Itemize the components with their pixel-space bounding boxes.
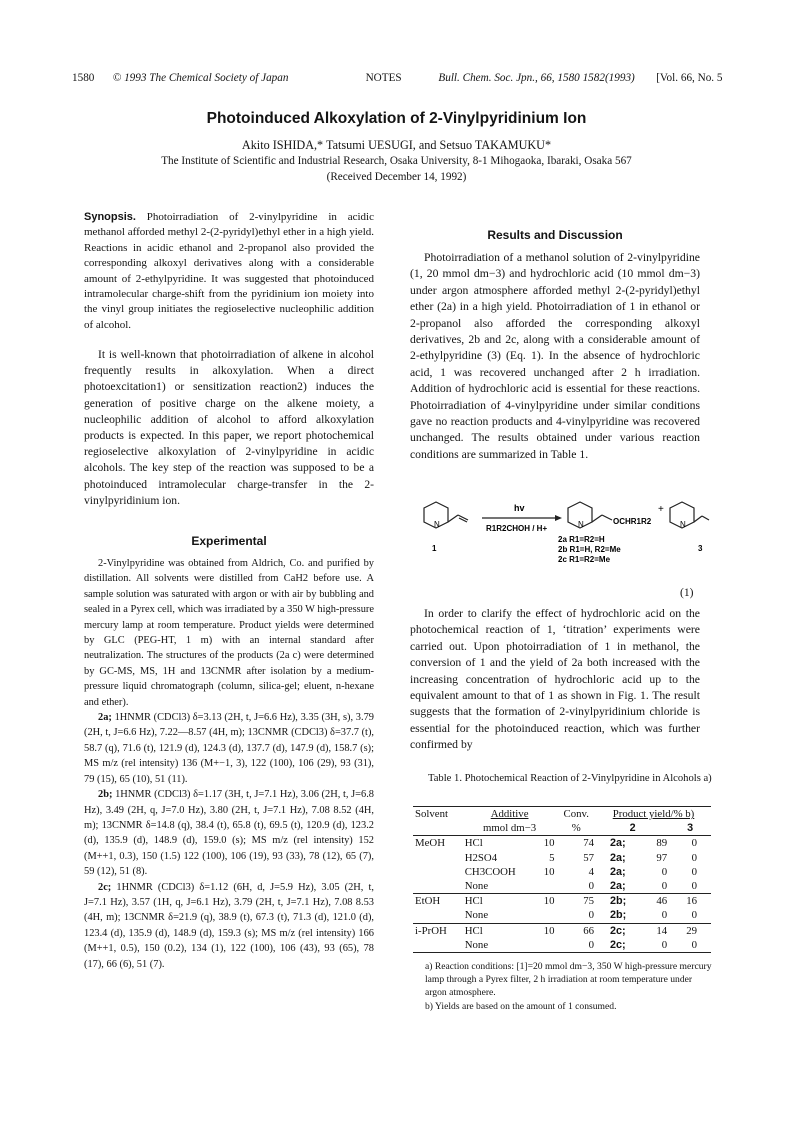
section-label: NOTES xyxy=(365,72,402,84)
table-cell-y3: 0 xyxy=(691,909,697,922)
table-cell-solvent: i-PrOH xyxy=(415,924,447,937)
table-cell-y2: 97 xyxy=(656,851,668,864)
table-cell-y2: 0 xyxy=(661,909,668,922)
substituent-def: 2b R1=H, R2=Me xyxy=(558,545,621,554)
compound-label: 2a; xyxy=(98,712,112,724)
compound-3-label: 3 xyxy=(698,544,703,553)
table-cell-conc: 10 xyxy=(543,837,555,850)
table-cell-solvent xyxy=(413,879,463,894)
table-row xyxy=(413,851,711,865)
col-subheader: % xyxy=(571,822,581,835)
table-cell-prod: 2c; xyxy=(610,938,626,951)
table-cell-additive: HCl xyxy=(464,895,483,908)
introduction: It is well-known that photoirradiation of alkene in alcohol frequently results in alkoxylation. When a direct photoexcitation1) or sensitization reaction2) induces the generation of positive charge on the alkene moiety, a nucleophilic addition of alcohol to afford alkoxylation products is expected. In this paper, we report photochemical regioselective alkoxylation of 2-vinylpyridine in acidic alcohols. The key step of the reaction was supposed to be a photoinduced intramolecular charge-transfer in the 2-vinylpyridinium ion. xyxy=(84,348,374,507)
table-cell-prod: 2a; xyxy=(610,851,626,864)
table-cell-y3: 0 xyxy=(691,837,697,850)
compound-data: 1HNMR (CDCl3) δ=1.17 (3H, t, J=7.1 Hz), 3.06 (2H, t, J=6.8 Hz), 3.49 (2H, q, J=7.0 Hz), 3.80 (2H, t, J=7.1 Hz), 7.08 8.52 (4H, m); 13CNMR δ=14.8 (q), 38.4 (t), 65.8 (t), 69.5 (t), 120.9 (d), 123.2 (d), 135.9 (d), 148.9 (d), 159.0 (s); MS m/z (rel intensity) 152 (M++1, 0.3), 150 (1.5) 122 (100), 106 (19), 93 (33), 78 (12), 65 (7), 59 (12), 51 (8). xyxy=(84,789,374,878)
arrow-head xyxy=(555,515,562,521)
table-cell-y2: 0 xyxy=(661,865,668,878)
table-row xyxy=(413,938,711,953)
table-cell-conv: 75 xyxy=(583,895,594,908)
table-cell-y3: 0 xyxy=(691,938,697,951)
nitrogen-atom: N xyxy=(578,520,584,529)
table-cell-conc: 10 xyxy=(543,924,555,937)
table-cell-prod: 2a; xyxy=(610,880,626,893)
substituent-def: 2c R1=R2=Me xyxy=(558,555,611,564)
table-caption: Table 1. Photochemical Reaction of 2-Vinylpyridine in Alcohols a) xyxy=(428,773,712,784)
copyright: © 1993 The Chemical Society of Japan xyxy=(112,72,289,84)
table-cell-conv: 57 xyxy=(583,851,594,864)
table-cell-conv: 0 xyxy=(588,938,594,951)
table-cell-y3: 16 xyxy=(686,895,697,908)
table-cell-conv: 0 xyxy=(588,880,594,893)
table-cell-prod: 2a; xyxy=(610,837,626,850)
arrow-bottom-label: R1R2CHOH / H+ xyxy=(486,524,548,533)
col-header: Conv. xyxy=(563,808,589,821)
table-cell-conc: 10 xyxy=(543,865,555,878)
results-para: In order to clarify the effect of hydrochloric acid on the photochemical reaction of 1, ‘titration’ experiments were carried out. Upon photoirradiation of 1 in methanol, the conversion of 1 and the yield of 2a both increased with the increasing concentration of hydrochloric acid up to the equivalent amount to that of 1 as shown in Fig. 1. The result suggests that the formation of 2-vinylpyridinium chloride is essential for the photoinduced reaction, which was further confirmed by xyxy=(410,607,700,752)
table-footnotes xyxy=(425,960,715,1013)
table-cell-conc xyxy=(537,908,557,923)
table-cell-solvent xyxy=(413,865,463,879)
table-cell-conc: 5 xyxy=(549,851,555,864)
table-cell-y2: 14 xyxy=(656,924,668,937)
col-header: Solvent xyxy=(415,808,448,821)
table-cell-y2: 89 xyxy=(656,837,668,850)
compound-data: 1HNMR (CDCl3) δ=1.12 (6H, d, J=5.9 Hz), 3.05 (2H, t, J=7.1 Hz), 3.57 (1H, q, J=6.1 Hz), 3.79 (2H, t, J=7.1 Hz), 7.08 8.53 (4H, m); 13CNMR δ=21.9 (q), 38.9 (t), 67.3 (t), 71.3 (d), 121.0 (d), 123.4 (d), 135.9 (d), 148.9 (d), 159.3 (s); MS m/z (rel intensity) 166 (M++1, 0.5), 150 (0.2), 134 (1), 122 (100), 106 (43), 93 (65), 78 (17), 66 (6), 51 (7). xyxy=(84,881,374,970)
nitrogen-atom: N xyxy=(680,520,686,529)
results-table xyxy=(413,806,711,953)
compound-data: 1HNMR (CDCl3) δ=3.13 (2H, t, J=6.6 Hz), 3.35 (3H, s), 3.79 (2H, t, J=6.6 Hz), 7.22—8.57 (4H, m); 13CNMR (CDCl3) δ=37.7 (t), 58.7 (q), 71.6 (t), 121.9 (d), 124.3 (d), 137.7 (d), 147.9 (d), 158.7 (s); MS m/z (rel intensity) 136 (M+−1, 3), 122 (100), 106 (29), 93 (31), 79 (15), 65 (10), 51 (11). xyxy=(84,712,374,785)
experimental-para: 2-Vinylpyridine was obtained from Aldrich, Co. and purified by distillation. All solvents were distilled from CaH2 before use. A sample solution was saturated with argon or with air by bubbling and sealed in a Pyrex cell, which was irradiated by a 350 W high-pressure mercury lamp at room temperature. Product yields were determined by GLC (PEG-HT, 1 m) with an internal standard after neutralization. The structures of the products (2a c) were determined by GC-MS, MS, 1H and 13CNMR after isolation by a medium-pressure liquid chromatograph (column, silica-gel; eluent, n-hexane and ether). xyxy=(84,558,374,708)
table-cell-y2: 46 xyxy=(656,895,668,908)
volume: [Vol. 66, No. 5 xyxy=(656,72,723,84)
table-cell-prod: 2b; xyxy=(610,909,627,922)
table-cell-additive: None xyxy=(464,909,489,922)
table-cell-conv: 4 xyxy=(588,865,594,878)
ethylpyridine-structure xyxy=(670,502,709,528)
footnote-b: b) Yields are based on the amount of 1 consumed. xyxy=(425,1000,617,1012)
table-cell-prod: 2c; xyxy=(610,924,626,937)
table-cell-y3: 0 xyxy=(691,880,697,893)
table-cell-conc: 10 xyxy=(543,895,555,908)
nitrogen-atom: N xyxy=(434,520,440,529)
page-number: 1580 xyxy=(72,72,95,84)
table-cell-conc xyxy=(537,879,557,894)
table-row xyxy=(413,836,711,851)
results-heading: Results and Discussion xyxy=(487,228,623,242)
table-cell-prod: 2a; xyxy=(610,865,626,878)
paper-title: Photoinduced Alkoxylation of 2-Vinylpyridinium Ion xyxy=(206,110,587,127)
table-cell-y2: 0 xyxy=(661,938,668,951)
equation-number: (1) xyxy=(680,586,694,599)
table-cell-additive: None xyxy=(464,880,489,893)
synopsis xyxy=(84,210,374,333)
arrow-top-label: hv xyxy=(514,503,525,513)
table-row xyxy=(413,908,711,923)
table-cell-y3: 0 xyxy=(691,865,697,878)
table-cell-additive: None xyxy=(464,938,489,951)
table-cell-conv: 66 xyxy=(583,924,594,937)
table-cell-solvent: MeOH xyxy=(415,837,445,850)
table-cell-additive: HCl xyxy=(464,837,483,850)
experimental-body xyxy=(84,556,374,972)
table-row xyxy=(413,894,711,909)
alkoxy-group: OCHR1R2 xyxy=(613,517,652,526)
table-row xyxy=(413,923,711,938)
compound-label: 2c; xyxy=(98,881,112,893)
col-header: Product yield/% b) xyxy=(612,808,695,821)
table-cell-y3: 29 xyxy=(686,924,697,937)
table-cell-conv: 0 xyxy=(588,909,594,922)
compound-label: 2b; xyxy=(98,789,113,801)
authors: Akito ISHIDA,* Tatsumi UESUGI, and Setsuo TAKAMUKU* xyxy=(241,138,552,152)
col-subheader: 3 xyxy=(687,822,694,835)
received-date: (Received December 14, 1992) xyxy=(326,171,467,183)
footnote-a: a) Reaction conditions: [1]=20 mmol dm−3, 350 W high-pressure mercury lamp through a Pyrex filter, 2 h irradiation at room temperature under argon atmosphere. xyxy=(425,961,712,999)
table-row xyxy=(413,879,711,894)
table-cell-solvent xyxy=(413,851,463,865)
table-cell-conc xyxy=(537,938,557,953)
col-subheader: mmol dm−3 xyxy=(483,822,537,835)
vinylpyridine-structure xyxy=(424,502,468,528)
ether-product-structure xyxy=(568,502,612,528)
synopsis-label: Synopsis. xyxy=(84,211,136,223)
col-subheader: 2 xyxy=(629,822,636,835)
plus-sign: + xyxy=(658,504,664,515)
citation: Bull. Chem. Soc. Jpn., 66, 1580 1582(1993) xyxy=(438,72,635,84)
results-para: Photoirradiation of a methanol solution of 2-vinylpyridine (1, 20 mmol dm−3) and hydrochloric acid (10 mmol dm−3) under argon atmosphere afforded methyl 2-(2-pyridyl)ethyl ether (2a) in a high yield. Photoirradiation of 1 in ethanol or 2-propanol also afforded the corresponding alkoxyl derivatives, 2b and 2c, along with a considerable amount of 2-ethylpyridine (3) (Eq. 1). In the absence of hydrochloric acid, 1 was recovered unchanged after 2 h irradiation. Addition of hydrochloric acid is essential for these reactions. Photoirradiation of 4-vinylpyridine under similar conditions gave no reaction products and 4-vinylpyridine was recovered unchanged. The results obtained under various reaction conditions are summarized in Table 1. xyxy=(410,251,700,461)
running-header xyxy=(72,72,732,84)
table-row xyxy=(413,865,711,879)
synopsis-text: Photoirradiation of 2-vinylpyridine in acidic methanol afforded methyl 2-(2-pyridyl)ethyl ether in a high yield. Reactions in acidic ethanol and 2-propanol also provided the corresponding alkoxyl derivatives along with a considerable amount of 2-ethylpyridine. It was suggested that photoinduced intramolecular charge-shift from the pyridinium ion moiety into the vinyl group initiates the regioselective nucleophilic addition of alcohol. xyxy=(84,211,374,331)
col-header: Additive xyxy=(490,808,529,821)
table-cell-solvent xyxy=(413,938,463,953)
compound-1-label: 1 xyxy=(432,544,437,553)
table-cell-prod: 2b; xyxy=(610,895,627,908)
table-cell-y3: 0 xyxy=(691,851,697,864)
table-cell-conv: 74 xyxy=(583,837,594,850)
table-cell-solvent: EtOH xyxy=(415,895,441,908)
table-cell-additive: H2SO4 xyxy=(464,851,498,864)
substituent-def: 2a R1=R2=H xyxy=(558,535,605,544)
table-cell-solvent xyxy=(413,908,463,923)
table-cell-additive: CH3COOH xyxy=(464,865,516,878)
experimental-heading: Experimental xyxy=(191,534,267,548)
reaction-scheme xyxy=(410,498,710,578)
table-cell-y2: 0 xyxy=(661,880,668,893)
affiliation: The Institute of Scientific and Industrial Research, Osaka University, 8-1 Mihogaoka, Ibaraki, Osaka 567 xyxy=(161,155,632,167)
table-cell-additive: HCl xyxy=(464,924,483,937)
